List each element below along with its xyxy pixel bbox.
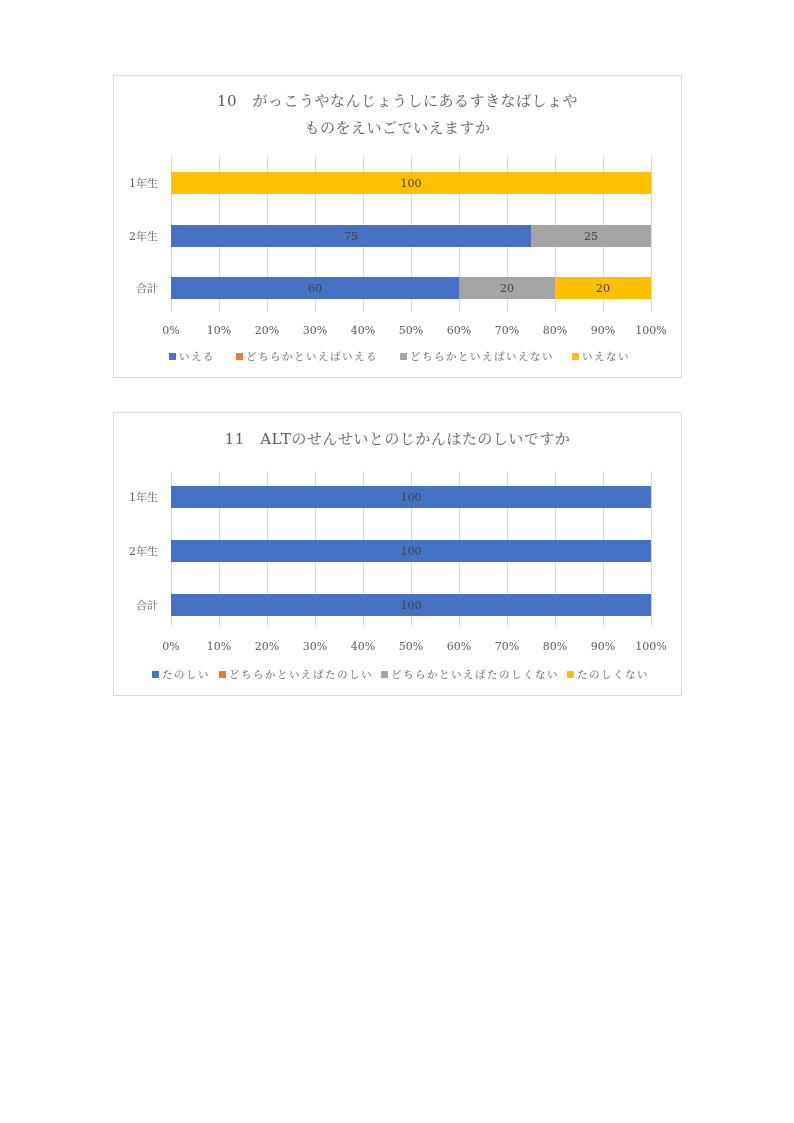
x-tick-label: 40% [350, 324, 376, 337]
legend-label: どちらかといえばいえない [410, 351, 554, 363]
x-tick-label: 10% [206, 324, 232, 337]
x-tick-label: 30% [302, 640, 328, 653]
x-tick-label: 80% [542, 324, 568, 337]
bars [171, 172, 651, 299]
category-label: 2年生 [129, 545, 158, 558]
legend-swatch [152, 671, 159, 678]
x-tick-label: 30% [302, 324, 328, 337]
category-label: 1年生 [129, 177, 158, 190]
x-tick-label: 0% [162, 640, 180, 653]
chart-title-line-2: ものをえいごでいえますか [304, 119, 491, 137]
category-label: 合計 [136, 282, 158, 295]
x-tick-label: 60% [446, 640, 472, 653]
legend-label: いえない [582, 351, 630, 363]
data-label: 100 [400, 599, 422, 612]
legend-swatch [400, 353, 407, 360]
chart-plot-area [114, 413, 681, 695]
legend-label: どちらかといえばたのしい [229, 669, 373, 681]
x-tick-label: 20% [254, 324, 280, 337]
x-tick-label: 20% [254, 640, 280, 653]
legend-label: たのしい [162, 669, 210, 681]
category-label: 合計 [136, 599, 158, 612]
category-label: 2年生 [129, 230, 158, 243]
data-label: 100 [400, 177, 422, 190]
legend-swatch [219, 671, 226, 678]
legend-swatch [381, 671, 388, 678]
x-tick-label: 50% [398, 324, 424, 337]
x-axis-ticks [162, 324, 666, 337]
x-tick-label: 0% [162, 324, 180, 337]
chart-plot-area [114, 76, 681, 377]
legend-swatch [572, 353, 579, 360]
x-tick-label: 10% [206, 640, 232, 653]
x-tick-label: 100% [635, 640, 667, 653]
x-tick-label: 50% [398, 640, 424, 653]
data-label: 60 [308, 282, 322, 295]
data-label: 20 [596, 282, 610, 295]
legend-swatch [236, 353, 243, 360]
chart-11 [113, 412, 682, 696]
legend-label: いえる [179, 351, 215, 363]
data-label: 25 [584, 230, 598, 243]
x-tick-label: 90% [590, 324, 616, 337]
chart-10 [113, 75, 682, 378]
x-tick-label: 40% [350, 640, 376, 653]
data-label: 75 [344, 230, 358, 243]
legend-label: どちらかといえばたのしくない [391, 669, 559, 681]
legend-swatch [567, 671, 574, 678]
x-tick-label: 70% [494, 640, 520, 653]
legend-label: どちらかといえばいえる [246, 351, 378, 363]
data-label: 100 [400, 491, 422, 504]
chart-title-line-1: 10 がっこうやなんじょうしにあるすきなばしょや [216, 92, 579, 110]
legend [169, 351, 630, 363]
legend-swatch [169, 353, 176, 360]
data-label: 20 [500, 282, 514, 295]
chart-title-line-1: 11 ALTのせんせいとのじかんはたのしいですか [224, 430, 571, 448]
x-tick-label: 70% [494, 324, 520, 337]
x-tick-label: 80% [542, 640, 568, 653]
data-label: 100 [400, 545, 422, 558]
legend [152, 669, 649, 681]
x-tick-label: 60% [446, 324, 472, 337]
legend-label: たのしくない [577, 669, 649, 681]
x-axis-ticks [162, 640, 666, 653]
x-tick-label: 90% [590, 640, 616, 653]
bars [171, 486, 651, 616]
category-label: 1年生 [129, 491, 158, 504]
x-tick-label: 100% [635, 324, 667, 337]
